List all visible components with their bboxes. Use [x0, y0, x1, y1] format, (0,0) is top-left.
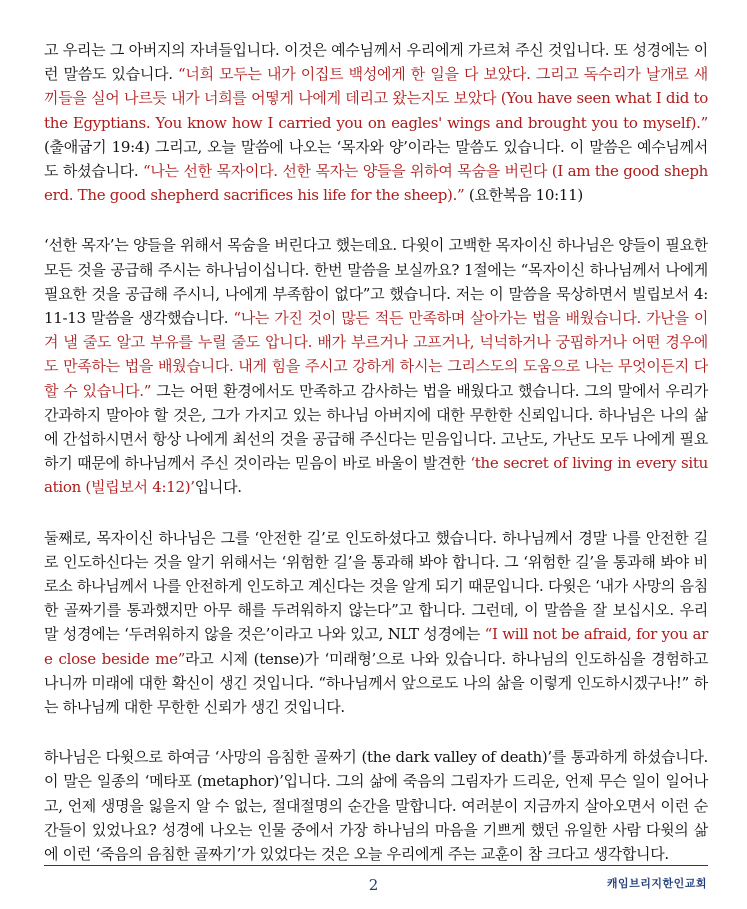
scripture-quote: “너희 모두는 내가 이집트 백성에게 한 일을 다 보았다. 그리고 독수리가 날개로 새끼들을 실어 나르듯 내가 너희를 어떻게 나에게 데리고 왔는지도 보았다 (You have seen what I did to the Egyptians. You know how I carried you on eagles' wings and brought you to myself).”	[44, 65, 708, 132]
paragraph	[44, 38, 708, 207]
document-body	[44, 38, 708, 892]
body-text: 하나님은 다윗으로 하여금 ‘사망의 음침한 골짜기 (the dark valley of death)’를 통과하게 하셨습니다. 이 말은 일종의 ‘메타포 (metaphor)’입니다. 그의 삶에 죽음의 그림자가 드리운, 언제 무슨 일이 일어나고, 언제 생명을 잃을지 알 수 없는, 절대절명의 순간을 말합니다. 여러분이 지금까지 살아오면서 이런 순간들이 있었나요? 성경에 나오는 인물 중에서 가장 하나님의 마음을 기쁘게 했던 유일한 사람 다윗의 삶에 이런 ‘죽음의 음침한 골짜기’가 있었다는 것은 오늘 우리에게 주는 교훈이 참 크다고 생각합니다.	[44, 748, 708, 864]
body-text: 고 우리는 그 아버지의 자녀들입니다. 이것은 예수님께서 우리에게 가르쳐 주신 것입니다. 또 성경에는 이런 말씀도 있습니다.	[44, 41, 708, 84]
scripture-quote: “I will not be afraid, for you are close beside me”	[44, 625, 708, 668]
paragraph	[44, 233, 708, 499]
scripture-quote: “나는 가진 것이 많든 적든 만족하며 살아가는 법을 배웠습니다. 가난을 이겨 낼 줄도 알고 부유를 누릴 줄도 압니다. 배가 부르거나 고프거나, 넉넉하거나 궁핍하거나 어떤 경우에도 만족하는 법을 배웠습니다. 내게 힘을 주시고 강하게 하시는 그리스도의 도움으로 나는 무엇이든지 다 할 수 있습니다.”	[44, 309, 709, 400]
page-number: 2	[368, 876, 379, 894]
footer-divider	[44, 865, 708, 866]
body-text: 둘째로, 목자이신 하나님은 그를 ‘안전한 길’로 인도하셨다고 했습니다. 하나님께서 경말 나를 안전한 길로 인도하신다는 것을 알기 위해서는 ‘위험한 길’을 통과해 봐야 합니다. 그 ‘위험한 길’을 통과해 봐야 비로소 하나님께서 나를 안전하게 인도하고 계신다는 것을 알게 되기 때문입니다. 다윗은 ‘내가 사망의 음침한 골짜기를 통과했지만 아무 해를 두려워하지 않는다”고 합니다. 그런데, 이 말씀을 잘 보십시오. 우리 말 성경에는 ‘두려워하지 않을 것은’이라고 나와 있고, NLT 성경에는	[44, 528, 708, 644]
paragraph	[44, 745, 708, 866]
church-name: 캐임브리지한인교회	[606, 877, 707, 890]
body-text: (요한복음 10:11)	[464, 186, 583, 205]
paragraph	[44, 526, 708, 720]
body-text: 그는 어떤 환경에서도 만족하고 감사하는 법을 배웠다고 했습니다. 그의 말에서 우리가 간과하지 말아야 할 것은, 그가 가지고 있는 하나님 아버지에 대한 무한한 신뢰입니다. 하나님은 나의 삶에 간섭하시면서 항상 나에게 최선의 것을 공급해 주신다는 믿음입니다. 고난도, 가난도 모두 나에게 필요하기 때문에 하나님께서 주신 것이라는 믿음이 바로 바울이 발견한	[44, 381, 708, 473]
body-text: 라고 시제 (tense)가 ‘미래형’으로 나와 있습니다. 하나님의 인도하심을 경험하고 나니까 미래에 대한 확신이 생긴 것입니다. “하나님께서 앞으로도 나의 삶을 이렇게 인도하시겠구나!” 하는 하나님께 대한 무한한 신뢰가 생긴 것입니다.	[44, 649, 708, 717]
body-text: (출애굽기 19:4) 그리고, 오늘 말씀에 나오는 ‘목자와 양’이라는 말씀도 있습니다. 이 말씀은 예수님께서도 하셨습니다.	[44, 137, 708, 181]
scripture-quote: “나는 선한 목자이다. 선한 목자는 양들을 위하여 목숨을 버린다 (I am the good shepherd. The good shepherd sacrifices his life for the sheep).”	[44, 162, 709, 205]
scripture-quote: ‘the secret of living in every situation (빌립보서 4:12)’	[44, 454, 708, 497]
body-text: ‘선한 목자’는 양들을 위해서 목숨을 버린다고 했는데요. 다윗이 고백한 목자이신 하나님은 양들이 필요한 모든 것을 공급해 주시는 하나님이십니다. 한번 말씀을 보실까요? 1절에는 “목자이신 하나님께서 나에게 필요한 것을 공급해 주시니, 나에게 부족함이 없다”고 했습니다. 저는 이 말씀을 묵상하면서 빌립보서 4:11-13 말씀을 생각했습니다.	[44, 236, 708, 328]
body-text: 입니다.	[194, 478, 242, 497]
